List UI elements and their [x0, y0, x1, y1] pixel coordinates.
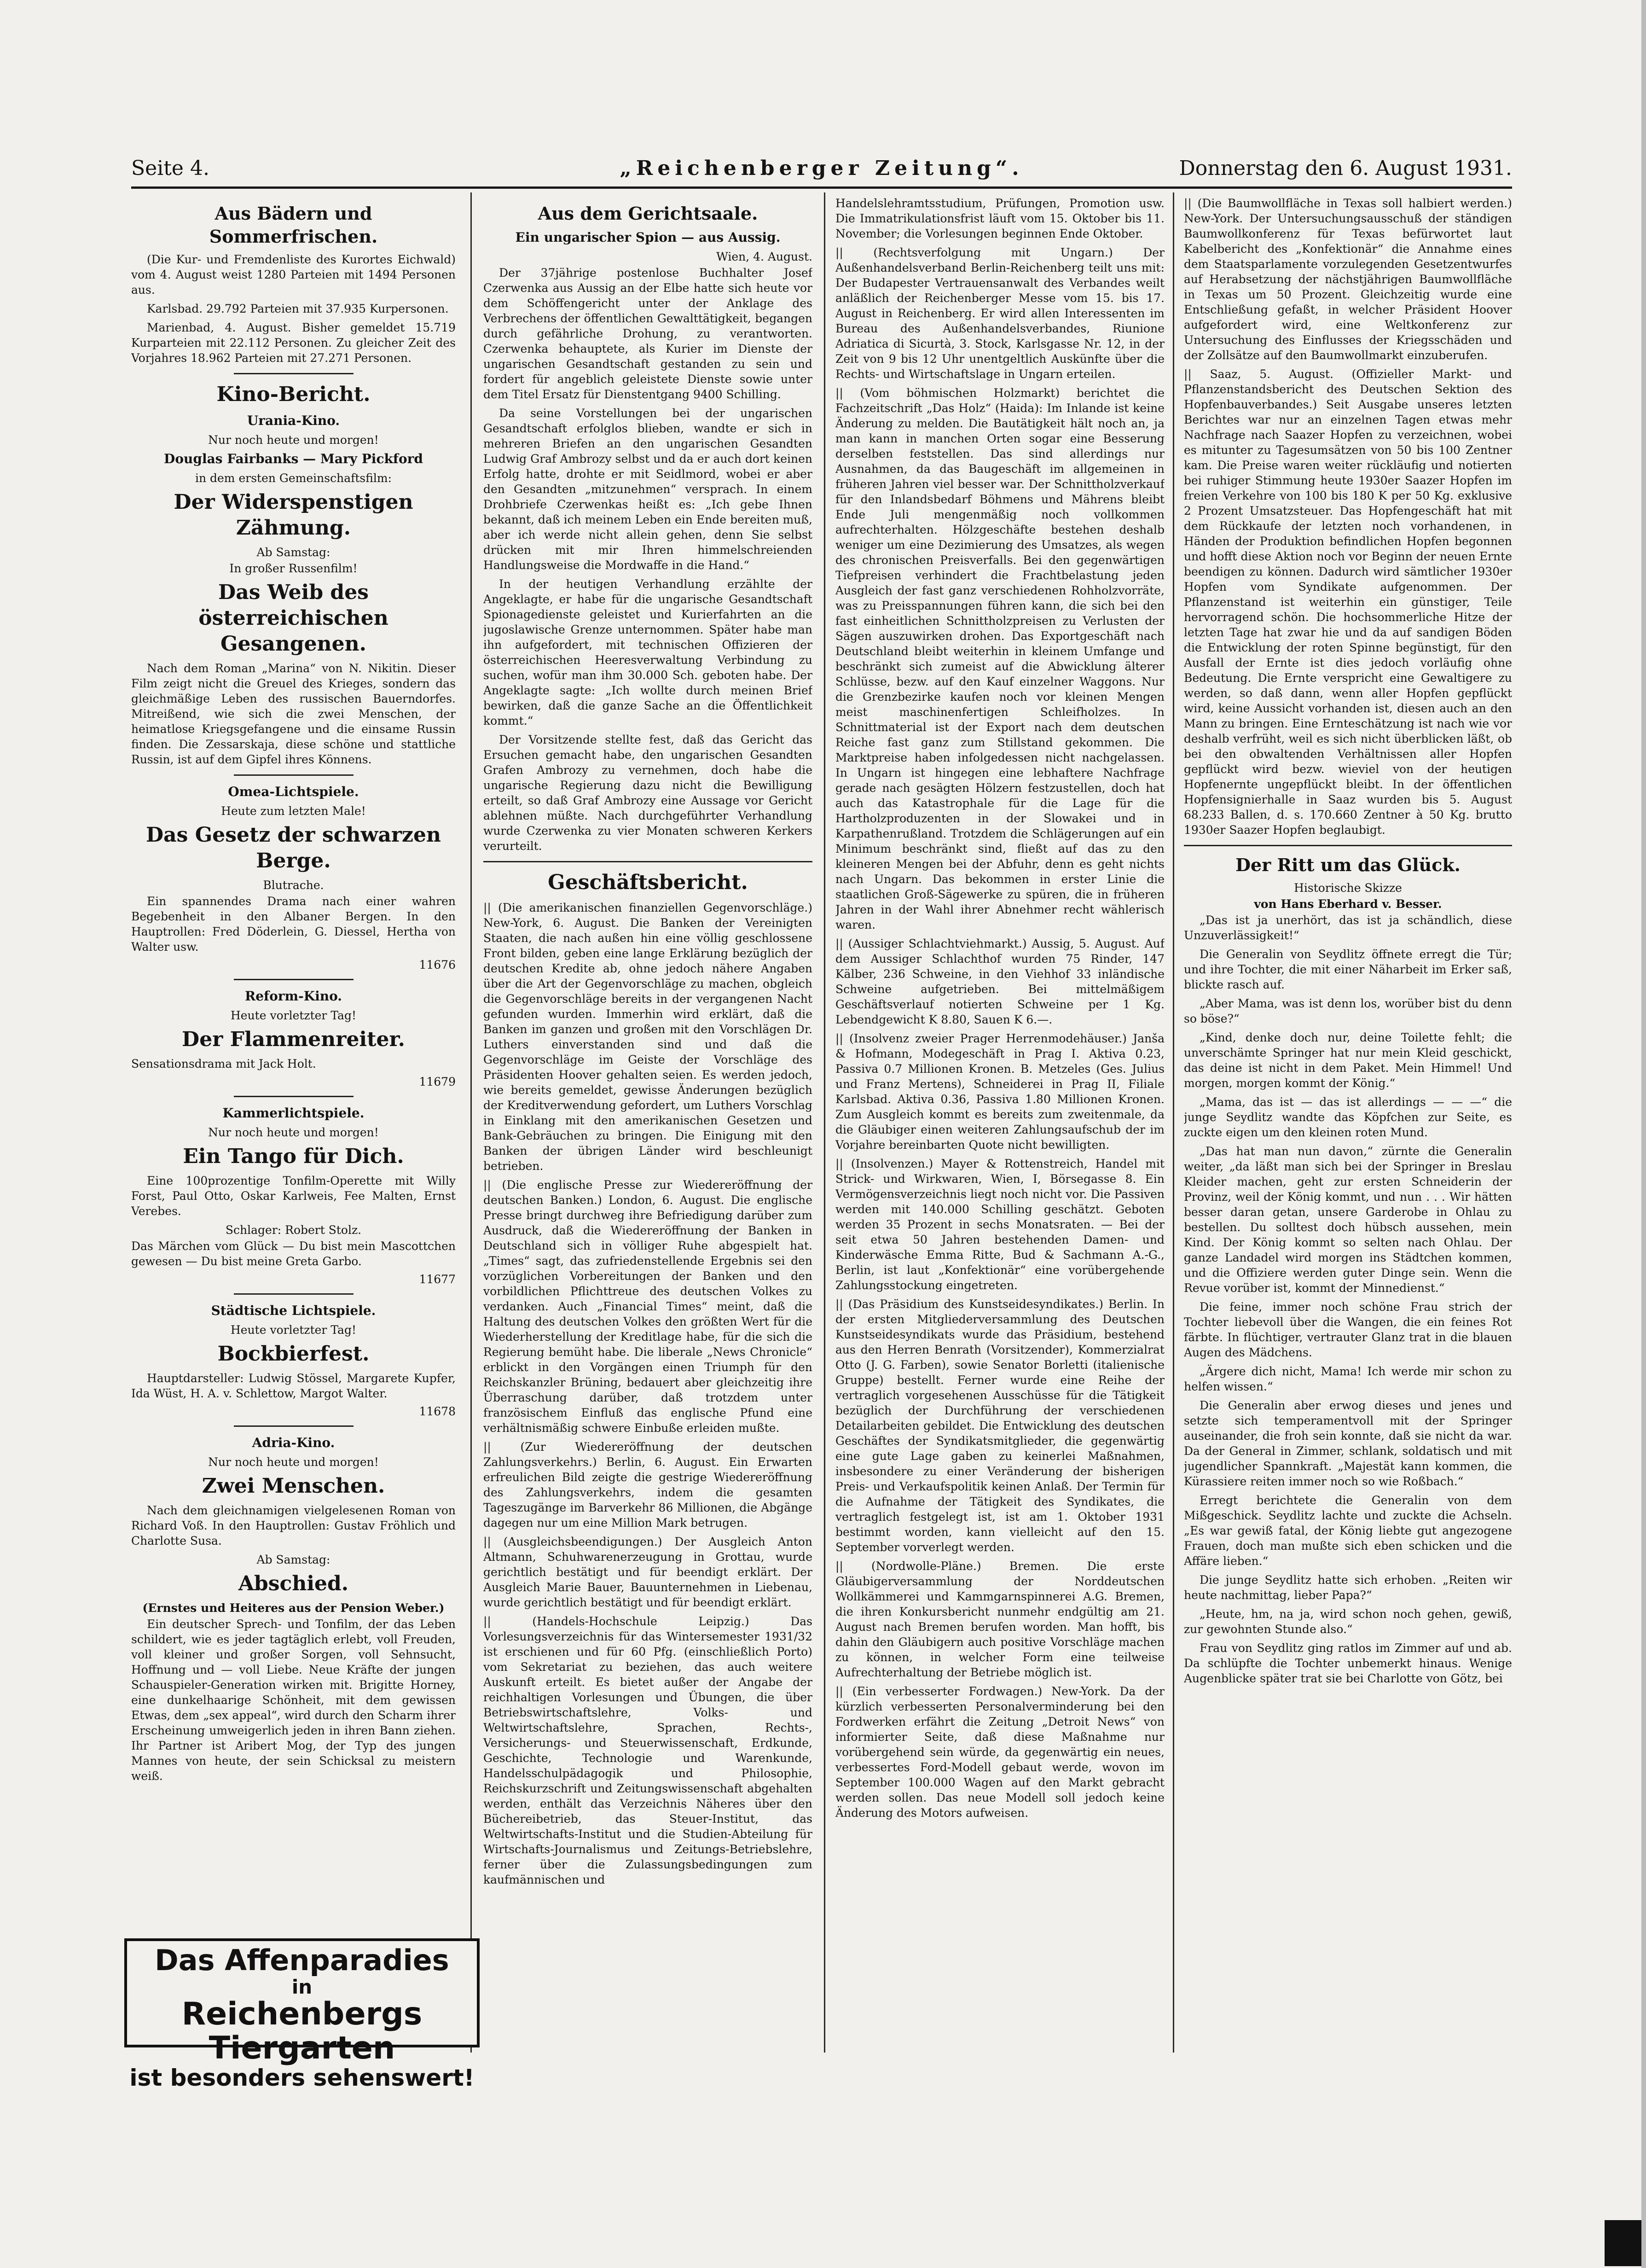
- cinema-note: Nur noch heute und morgen!: [208, 1455, 379, 1469]
- film-title: Der Widerspenstigen Zähmung.: [174, 490, 413, 540]
- column-divider: [1173, 192, 1174, 2053]
- divider: [234, 373, 354, 374]
- paragraph: || (Vom böhmischen Holzmarkt) berichtet die Fachzeitschrift „Das Holz“ (Haida): Im Inlande ist keine Änderung zu melden. Die Bautätigkeit hält noch an, ja man kann in manchen Orten sogar eine Besserung derselben feststellen. Das sind allerdings nur Ausnahmen, da das Baugeschäft im allgemeinen in früheren Jahren viel besser war. Der Schnittholzverkauf für den Inlandsbedarf Böhmens und Mährens bleibt Ende Juli mengenmäßig noch vollkommen aufrechterhalten. Hölzgeschäfte bestehen deshalb weniger um eine Dezimierung des Umsatzes, als wegen des chronischen Preisverfalls. Bei den gegenwärtigen Tiefpreisen verhindert die Frachtbelastung jeden Ausgleich der fast ganz verschiedenen Rohholzvorräte, was zu Preisspannungen führen kann, die sich bei den fast einheitlichen Schnittholzpreisen zu Verlusten der Sägen auszuwirken drohen. Das Exportgeschäft nach Deutschland bleibt weiterhin in kleinem Umfange und beschränkt sich zumeist auf die Abwicklung älterer Schlüsse, bezw. auf den Kauf einzelner Waggons. Nur die Grenzbezirke kaufen noch vor kleinen Mengen meist maschinenfertigen Schleifholzes. In Schnittmaterial ist der Export nach dem deutschen Reiche fast ganz zum Stillstand gekommen. Die Marktpreise haben infolgedessen nicht nachgelassen. In Ungarn ist hingegen eine lebhaftere Nachfrage gerade nach gesägten Hölzern festzustellen, doch hat auch das Katastrophale für die Lage für die Hartholzproduzenten in der Slowakei und in Karpathenrußland. Trotzdem die Schlägerungen auf ein Minimum beschränkt sind, fließt auf das zu den kleineren Mengen bei der Abfuhr, denn es geht nichts nach Ungarn. Das bekommen in erster Linie die staatlichen Groß-Sägewerke zu spüren, die in früheren Jahren in der Wahl ihrer Abnehmer recht wählerisch waren.: [835, 386, 1165, 931]
- paragraph: || (Zur Wiedereröffnung der deutschen Zahlungsverkehrs.) Berlin, 6. August. Ein Erwarten erfreulichen Bild zeigte die gestrige Wiedereröffnung des Zahlungsverkehrs, indem die gesamten Tageszugänge im Barverkehr 86 Millionen, die Abgänge dagegen nur um eine Million Mark betrugen.: [483, 1440, 812, 1529]
- paragraph: Die Generalin aber erwog dieses und jenes und setzte sich temperamentvoll mit der Springer auseinander, die froh sein konnte, daß sie nicht da war. Da der General in Zimmer, schlank, soldatisch und mit jugendlicher Spannkraft. „Majestät kann kommen, die Kürassiere reiten immer noch so wie Roßbach.“: [1184, 1399, 1512, 1488]
- page-header: [131, 157, 1512, 189]
- ad-line: in: [291, 1976, 313, 1998]
- film-note: Ab Samstag:: [256, 1553, 330, 1566]
- cinema-name: Kammerlichtspiele.: [222, 1105, 365, 1121]
- ad-number: 11679: [419, 1075, 456, 1088]
- divider: [234, 1096, 354, 1097]
- paragraph: || (Handels-Hochschule Leipzig.) Das Vorlesungsverzeichnis für das Wintersemester 1931/32 ist erschienen und für 60 Pfg. (einschließlich Porto) vom Sekretariat zu beziehen, das auch weitere Auskunft erteilt. Es bietet außer der Angabe der reichhaltigen Vorlesungen und Übungen, die über Betriebswirtschaftslehre, Volks- und Weltwirtschaftslehre, Sprachen, Rechts-, Versicherungs- und Steuerwissenschaft, Erdkunde, Geschichte, Technologie und Warenkunde, Handelsschulpädagogik und Philosophie, Reichskurzschrift und Zeitungswissenschaft abgehalten werden, enthält das Verzeichnis Näheres über den Büchereibetrieb, das Steuer-Institut, das Weltwirtschafts-Institut und die Studien-Abteilung für Wirtschafts-Journalismus und Zeitungs-Betriebslehre, ferner über die Zulassungsbedingungen zum kaufmännischen und: [483, 1615, 812, 1886]
- paragraph: || (Die Baumwollfläche in Texas soll halbiert werden.) New-York. Der Untersuchungsausschuß der ständigen Baumwollkonferenz für Texas befürwortet laut Kabelbericht des „Konfektionär“ die Annahme eines dem Staatsparlamente vorzulegenden Gesetzentwurfes auf Herabsetzung der nächstjährigen Baumwollfläche in Texas um 50 Prozent. Gleichzeitig wurde eine Entschließung gefaßt, in welcher Präsident Hoover aufgefordert wird, eine Weltkonferenz zur Untersuchung des Einflusses der Kriegsschäden und der Zollsätze auf den Baumwollmarkt einzuberufen.: [1184, 197, 1512, 362]
- film-description: Sensationsdrama mit Jack Holt.: [131, 1057, 316, 1070]
- film-schlager: Schlager: Robert Stolz.: [225, 1223, 362, 1237]
- paragraph: Die Generalin von Seydlitz öffnete erregt die Tür; und ihre Tochter, die mit einer Näharbeit im Erker saß, blickte rasch auf.: [1184, 948, 1512, 991]
- divider: [234, 979, 354, 980]
- divider: [1184, 845, 1512, 846]
- story-author: von Hans Eberhard v. Besser.: [1254, 897, 1442, 911]
- film-intro: in dem ersten Gemeinschaftsfilm:: [195, 471, 392, 485]
- paragraph: Karlsbad. 29.792 Parteien mit 37.935 Kurpersonen.: [147, 302, 449, 315]
- ad-line: ist besonders sehenswert!: [129, 2064, 475, 2091]
- article-title: Ein ungarischer Spion — aus Aussig.: [515, 230, 781, 245]
- film-description: Nach dem gleichnamigen vielgelesenen Roman von Richard Voß. In den Hauptrollen: Gustav Fröhlich und Charlotte Susa.: [131, 1504, 456, 1547]
- paragraph: „Mama, das ist — das ist allerdings — — —“ die junge Seydlitz wandte das Köpfchen zur Seite, es zuckte eigen um den kleinen roten Mund.: [1184, 1095, 1512, 1139]
- paragraph: || (Das Präsidium des Kunstseidesyndikates.) Berlin. In der ersten Mitgliederversammlung des Deutschen Kunstseidesyndikats wurde das Präsidium, bestehend aus den Herren Benrath (Vorsitzender), Kommerzialrat Otto (J. G. Farben), sowie Senator Borletti (italienische Gruppe) bestellt. Ferner wurde eine Reihe der vertraglich vorgesehenen Ausschüsse für die Tätigkeit bezüglich der Durchführung der verschiedenen Detailarbeiten gebildet. Die Entwicklung des deutschen Geschäftes der Syndikatsmitglieder, die gegenwärtig eine gute Lage gaben zu keinerlei Maßnahmen, insbesondere zu einer Veränderung der bisherigen Preis- und Verkaufspolitik keinen Anlaß. Der Termin für die Aufnahme der Tätigkeit des Syndikates, die vertraglich festgelegt ist, ist am 1. Oktober 1931 bestimmt worden, kann vielleicht auf den 15. September vorverlegt werden.: [835, 1297, 1165, 1554]
- story-title: Der Ritt um das Glück.: [1235, 855, 1461, 875]
- divider: [234, 774, 354, 776]
- section-title-geschaeft: Geschäftsbericht.: [548, 871, 748, 894]
- paragraph: Da seine Vorstellungen bei der ungarischen Gesandtschaft erfolglos blieben, wandte er sich in mehreren Briefen an den ungarischen Gesandten Ludwig Graf Ambrozy selbst und da er auch dort keinen Erfolg hatte, drohte er mit Seidlmord, wobei er aber den Gesandten „mitzunehmen“ versprach. In einem Drohbriefe Czerwenkas heißt es: „Ich gebe Ihnen bekannt, daß ich meinem Leben ein Ende bereiten muß, aber ich werde nicht allein gehen, denn Sie selbst drücken mit mir Ihren himmelschreienden Handlungsweise die Mordwaffe in die Hand.“: [483, 407, 812, 572]
- cinema-note: Heute zum letzten Male!: [221, 804, 366, 818]
- scan-edge: [1641, 0, 1646, 2268]
- cinema-note: Heute vorletzter Tag!: [230, 1323, 357, 1337]
- paragraph: || (Die amerikanischen finanziellen Gegenvorschläge.) New-York, 6. August. Die Banken der Vereinigten Staaten, die nach außen hin eine völlig geschlossene Front bilden, geben eine lange Erklärung bezüglich der deutschen Kredite ab, ohne jedoch nähere Angaben über die Art der Gegenvorschläge zu machen, obgleich die Gegenvorschläge bereits in der vergangenen Nacht gefunden wurden. Immerhin wird erklärt, daß die Banken im ganzen und großen mit den Vorschlägen Dr. Luthers einverstanden sind und daß die Gegenvorschläge im Geiste der Vorschläge des Präsidenten Hoover gehalten seien. Es werden jedoch, wie bereits gemeldet, gewisse Änderungen bezüglich der Kreditverwendung gefordert, um Luthers Vorschlag in Einklang mit den amerikanischen Gesetzen und Bank-Gebräuchen zu bringen. Die Einigung mit den Banken der übrigen Länder wird beschleunigt betrieben.: [483, 901, 812, 1173]
- column-divider: [824, 192, 825, 2053]
- column-4: [1184, 196, 1512, 2056]
- ad-number: 11678: [419, 1405, 456, 1418]
- paragraph: || (Insolvenzen.) Mayer & Rottenstreich, Handel mit Strick- und Wirkwaren, Wien, I, Börsegasse 8. Ein Vermögensverzeichnis liegt noch nicht vor. Die Passiven werden mit 140.000 Schilling geschätzt. Geboten werden 35 Prozent in sechs Monatsraten. — Bei der seit etwa 50 Jahren bestehenden Damen- und Kinderwäsche Emma Ritte, Bud & Sachmann A.-G., Berlin, ist laut „Konfektionär“ eine vorübergehende Zahlungsstockung eingetreten.: [835, 1157, 1165, 1292]
- cinema-name: Omea-Lichtspiele.: [228, 784, 359, 799]
- divider: [483, 861, 812, 862]
- section-title-baeder: Aus Bädern und Sommerfrischen.: [209, 203, 378, 247]
- paragraph: || Saaz, 5. August. (Offizieller Markt- und Pflanzenstandsbericht des Deutschen Sektion des Hopfenbauverbandes.) Seit Ausgabe unseres letzten Berichtes war nur an einzelnen Tagen etwas mehr Nachfrage nach Saazer Hopfen zu verzeichnen, wobei es mitunter zu Tagesumsätzen von 50 bis 100 Zentner kam. Die Preise waren weiter rückläufig und notierten bei ruhiger Stimmung heute 1930er Saazer Hopfen im freien Verkehre von 100 bis 180 K per 50 Kg. exklusive 2 Prozent Umsatzsteuer. Das Hopfengeschäft hat mit dem Rückkaufe der letzten noch vorhandenen, in Händen der Produktion befindlichen Hopfen begonnen und hofft diese Aktion noch vor Beginn der neuen Ernte beendigen zu können. Dadurch wird sämtlicher 1930er Hopfen vom Syndikate aufgenommen. Der Pflanzenstand ist weiterhin ein günstiger, Teile hervorragend schön. Die hochsommerliche Hitze der letzten Tage hat zwar hie und da auf sandigen Böden die Entwicklung der roten Spinne begünstigt, für den Ausfall der Ernte ist dies jedoch vorläufig ohne Bedeutung. Die Ernte verspricht eine Gewaltigere zu werden, so daß dann, wenn aller Hopfen gepflückt wird, keine Aussicht vorhanden ist, diesen auch an den Mann zu bringen. Eine Ernteschätzung ist nach wie vor deshalb verfrüht, weil es sich nicht überblicken läßt, ob bei den obwaltenden Verhältnissen aller Hopfen gepflückt wird bezw. wieviel von der heutigen Hopfenernte ungepflückt bleibt. In der öffentlichen Hopfensignierhalle in Saaz wurden bis 5. August 68.233 Ballen, d. s. 170.660 Zentner à 50 Kg. brutto 1930er Saazer Hopfen beglaubigt.: [1184, 367, 1512, 837]
- film-title: Bockbierfest.: [217, 1342, 370, 1366]
- cinema-note: Nur noch heute und morgen!: [208, 1126, 379, 1139]
- scan-mark: [1605, 2220, 1645, 2266]
- cinema-name: Reform-Kino.: [244, 989, 342, 1004]
- cinema-note: Heute vorletzter Tag!: [230, 1009, 357, 1022]
- paragraph: || (Insolvenz zweier Prager Herrenmodehäuser.) Janša & Hofmann, Modegeschäft in Prag I. Aktiva 0.23, Passiva 0.7 Millionen Kronen. B. Metzeles (Ges. Julius und Franz Mertens), Schneiderei in Prag II, Filiale Karlsbad. Aktiva 0.36, Passiva 1.80 Millionen Kronen. Zum Ausgleich kommt es bereits zum zweitenmale, da die Gläubiger einen weiteren Zahlungsaufschub der im Vorjahre bereinbarten Quote nicht bewilligten.: [835, 1032, 1165, 1151]
- film-title: Das Gesetz der schwarzen Berge.: [145, 823, 441, 872]
- cinema-name: Urania-Kino.: [247, 413, 340, 428]
- column-1: [131, 196, 456, 2056]
- page-number: Seite 4.: [131, 157, 209, 180]
- column-divider: [470, 192, 472, 2053]
- paragraph: Marienbad, 4. August. Bisher gemeldet 15.719 Kurparteien mit 22.112 Personen. Zu gleicher Zeit des Vorjahres 18.962 Parteien mit 27.271 Personen.: [131, 321, 456, 365]
- film-title: Abschied.: [238, 1572, 349, 1595]
- divider: [234, 1425, 354, 1427]
- paragraph: Der 37jährige postenlose Buchhalter Josef Czerwenka aus Aussig an der Elbe hatte sich heute vor dem Schöffengericht unter der Anklage des Verbrechens der öffentlichen Gewalttätigkeit, begangen durch gefährliche Drohung, zu verantworten. Czerwenka behauptete, als Kurier im Dienste der ungarischen Gesandtschaft gestanden zu sein und fordert für angeblich geleistete Dienste sowie unter dem Titel Ersatz für Dienstentgang 9400 Schilling.: [483, 266, 812, 401]
- film-stars: Douglas Fairbanks — Mary Pickford: [164, 451, 423, 466]
- film-note: In großer Russenfilm!: [229, 562, 358, 575]
- ad-line: Das Affenparadies: [155, 1943, 449, 1977]
- paragraph: || (Nordwolle-Pläne.) Bremen. Die erste Gläubigerversammlung der Norddeutschen Wollkämmerei und Kammgarnspinnerei A.G. Bremen, die ihren Konkursbericht nunmehr endgültig am 21. August nach Bremen berufen worden. Man hofft, bis dahin den Gläubigern auch positive Vorschläge machen zu können, in welcher Form eine teilweise Aufrechterhaltung der Betriebe möglich ist.: [835, 1559, 1165, 1679]
- film-description: Das Märchen vom Glück — Du bist mein Mascottchen gewesen — Du bist meine Greta Garbo.: [131, 1239, 456, 1268]
- paragraph: In der heutigen Verhandlung erzählte der Angeklagte, er habe für die ungarische Gesandtschaft Spionagedienste geleistet und Kurierfahrten an die jugoslawische Grenze unternommen. Später habe man ihn aufgefordert, mit technischen Offizieren der österreichischen Heeresverwaltung Verbindung zu suchen, wofür man ihm 30.000 Sch. geboten habe. Der Angeklagte sagte: „Ich wollte durch meinen Brief bewirken, daß die ganze Sache an die Öffentlichkeit kommt.“: [483, 577, 812, 727]
- paragraph: „Das hat man nun davon,“ zürnte die Generalin weiter, „da läßt man sich bei der Springer in Breslau Kleider machen, geht zur ersten Schneiderin der Provinz, weil der König kommt, und nun . . . Wir hätten besser daran getan, unsere Garderobe in Ohlau zu bestellen. Du solltest doch hübsch aussehen, mein Kind. Der König kommt so selten nach Ohlau. Der ganze Landadel wird morgen ins Städtchen kommen, und die Offiziere werden guter Dinge sein. Wenn die Revue vorüber ist, kommt der Minnedienst.“: [1184, 1145, 1512, 1295]
- film-title: Der Flammenreiter.: [182, 1028, 405, 1051]
- film-description: Nach dem Roman „Marina“ von N. Nikitin. Dieser Film zeigt nicht die Greuel des Krieges, sondern das gleichmäßige Leben des russischen Bauerndorfes. Mitreißend, wie sich die zwei Menschen, der heimatlose Kriegsgefangene und die einsame Russin finden. Die Zessarskaja, diese schöne und stattliche Russin, ist auf dem Gipfel ihres Könnens.: [131, 662, 456, 766]
- ad-line: Reichenbergs Tiergarten: [181, 1996, 423, 2066]
- cinema-note: Nur noch heute und morgen!: [208, 433, 379, 447]
- paragraph: „Das ist ja unerhört, das ist ja schändlich, diese Unzuverlässigkeit!“: [1184, 913, 1512, 942]
- film-description: Ein spannendes Drama nach einer wahren Begebenheit in den Albaner Bergen. In den Hauptrollen: Fred Döderlein, G. Diessel, Hertha von Walter usw.: [131, 895, 456, 954]
- film-title: Zwei Menschen.: [202, 1474, 385, 1498]
- paragraph: Der Vorsitzende stellte fest, daß das Gericht das Ersuchen gemacht habe, den ungarischen Gesandten Grafen Ambrozy zu vernehmen, doch habe die ungarische Regierung dazu nicht die Bewilligung erteilt, so daß Graf Ambrozy eine Aussage vor Gericht ablehnen müßte. Nach durchgeführter Verhandlung wurde Czerwenka zu vier Monaten schweren Kerkers verurteilt.: [483, 733, 812, 853]
- paragraph: || (Die englische Presse zur Wiedereröffnung der deutschen Banken.) London, 6. August. Die englische Presse bringt durchweg ihre Befriedigung darüber zum Ausdruck, daß die Wiedereröffnung der Banken in Deutschland sich in völliger Ruhe abgespielt hat. „Times“ sagt, das zufriedenstellende Ergebnis sei den vorzüglichen Vorbereitungen der Banken und den vorbildlichen Pflichttreue des deutschen Volkes zu verdanken. Auch „Financial Times“ meint, daß die Haltung des deutschen Volkes den größten Wert für die Wiederherstellung der Kreditlage habe, für die sich die Regierung bemüht habe. Die liberale „News Chronicle“ erblickt in den Vorgängen einen Triumph für den Reichskanzler Brüning, bedauert aber gleichzeitig ihre Überraschung darüber, daß trotzdem unter französischem Einfluß das englische Pfund eine verhältnismäßig schwere Einbuße erleiden mußte.: [483, 1178, 812, 1435]
- paragraph: || (Ausgleichsbeendigungen.) Der Ausgleich Anton Altmann, Schuhwarenerzeugung in Grottau, wurde gerichtlich bestätigt und für beendigt erklärt. Der Ausgleich Marie Bauer, Bauunternehmen in Liebenau, wurde gerichtlich bestätigt und für beendigt erklärt.: [483, 1535, 812, 1609]
- ad-number: 11677: [419, 1273, 456, 1286]
- paragraph: „Ärgere dich nicht, Mama! Ich werde mir schon zu helfen wissen.“: [1184, 1365, 1512, 1393]
- film-note: Ab Samstag:: [256, 546, 330, 559]
- ad-number: 11676: [419, 958, 456, 971]
- paragraph: || (Ein verbesserter Fordwagen.) New-York. Da der kürzlich verbesserten Personalverminderung bei den Fordwerken erfährt die Zeitung „Detroit News“ von informierter Seite, daß diese Maßnahme nur vorübergehend sein würde, da gegenwärtig ein neues, verbessertes Ford-Modell gebaut werde, wovon im September 100.000 Wagen auf den Markt gebracht werden sollen. Das neue Modell soll jedoch keine Änderung des Motors aufweisen.: [835, 1685, 1165, 1820]
- story-subtitle: Historische Skizze: [1294, 881, 1402, 895]
- film-subtitle: (Ernstes und Heiteres aus der Pension Weber.): [142, 1601, 445, 1615]
- column-3: [835, 196, 1165, 2056]
- film-description: Ein deutscher Sprech- und Tonfilm, der das Leben schildert, wie es jeder tagtäglich erlebt, voll Freuden, voll kleiner und großer Sorgen, voll Sehnsucht, Hoffnung und — voll Liebe. Neue Kräfte der jungen Schauspieler-Generation wirken mit. Brigitte Horney, eine dunkelhaarige Schönheit, mit dem gewissen Etwas, dem „sex appeal“, wird durch den Scharm ihrer Erscheinung umweigerlich jeden in ihren Bann ziehen. Ihr Partner ist Aribert Mog, der Typ des jungen Mannes von heute, der sein Schicksal zu meistern weiß.: [131, 1617, 456, 1783]
- paragraph: Die feine, immer noch schöne Frau strich der Tochter liebevoll über die Wangen, die ein feines Rot färbte. In flüchtiger, vertrauter Glanz trat in die blauen Augen des Mädchens.: [1184, 1300, 1512, 1359]
- paragraph: „Heute, hm, na ja, wird schon noch gehen, gewiß, zur gewohnten Stunde also.“: [1184, 1607, 1512, 1636]
- tiergarten-advertisement: [124, 1938, 480, 2091]
- paragraph: Handelslehramtsstudium, Prüfungen, Promotion usw. Die Immatrikulationsfrist läuft vom 15. Oktober bis 11. November; die Vorlesungen beginnen Ende Oktober.: [835, 197, 1165, 240]
- paragraph: || (Aussiger Schlachtviehmarkt.) Aussig, 5. August. Auf dem Aussiger Schlachthof wurden 75 Rinder, 147 Kälber, 236 Schweine, in den Viehhof 33 inländische Schweine aufgetrieben. Bei mittelmäßigem Geschäftsverlauf notierten Schweine per 1 Kg. Lebendgewicht K 8.80, Sauen K 6.—.: [835, 937, 1165, 1026]
- issue-date: Donnerstag den 6. August 1931.: [1179, 157, 1512, 180]
- paragraph: „Aber Mama, was ist denn los, worüber bist du denn so böse?“: [1184, 997, 1512, 1025]
- film-title: Das Weib des österreichischen Gesangenen.: [198, 581, 388, 656]
- film-description: Hauptdarsteller: Ludwig Stössel, Margarete Kupfer, Ida Wüst, H. A. v. Schlettow, Margot Walter.: [131, 1372, 456, 1400]
- section-title-kino: Kino-Bericht.: [216, 383, 371, 406]
- cinema-name: Adria-Kino.: [252, 1435, 335, 1450]
- paragraph: || (Rechtsverfolgung mit Ungarn.) Der Außenhandelsverband Berlin-Reichenberg teilt uns mit: Der Budapester Vertrauensanwalt des Verbandes weilt anläßlich der Reichenberger Messe vom 15. bis 17. August in Reichenberg. Er wird allen Interessenten im Bureau des Außenhandelsverbandes, Riunione Adriatica di Sicurtà, 3. Stock, Karlsgasse Nr. 12, in der Zeit von 9 bis 12 Uhr unentgeltlich Auskünfte über die Rechts- und Wirtschaftslage in Ungarn erteilen.: [835, 246, 1165, 381]
- paragraph: Erregt berichtete die Generalin von dem Mißgeschick. Seydlitz lachte und zuckte die Achseln. „Es war gewiß fatal, der König liebte gut angezogene Frauen, doch man mußte sich eben schicken und die Affäre lieben.“: [1184, 1494, 1512, 1568]
- dateline: Wien, 4. August.: [716, 250, 812, 263]
- film-description: Eine 100prozentige Tonfilm-Operette mit Willy Forst, Paul Otto, Oskar Karlweis, Fee Malten, Ernst Verebes.: [131, 1174, 456, 1218]
- newspaper-title: „Reichenberger Zeitung“.: [620, 157, 1024, 180]
- header-rule: [131, 186, 1512, 189]
- section-title-gericht: Aus dem Gerichtsaale.: [538, 203, 758, 224]
- divider: [234, 1293, 354, 1295]
- paragraph: Die junge Seydlitz hatte sich erhoben. „Reiten wir heute nachmittag, lieber Papa?“: [1184, 1573, 1512, 1602]
- paragraph: Frau von Seydlitz ging ratlos im Zimmer auf und ab. Da schlüpfte die Tochter unbemerkt hinaus. Wenige Augenblicke später trat sie bei Charlotte von Götz, bei: [1184, 1641, 1512, 1685]
- cinema-name: Städtische Lichtspiele.: [211, 1303, 376, 1318]
- film-title: Ein Tango für Dich.: [183, 1145, 404, 1168]
- paragraph: (Die Kur- und Fremdenliste des Kurortes Eichwald) vom 4. August weist 1280 Parteien mit 1494 Personen aus.: [131, 253, 456, 297]
- column-2: [483, 196, 812, 2056]
- paragraph: „Kind, denke doch nur, deine Toilette fehlt; die unverschämte Springer hat nur mein Kleid geschickt, das deine ist nicht in dem Paket. Mein Himmel! Und morgen, morgen kommt der König.“: [1184, 1031, 1512, 1090]
- film-subtitle: Blutrache.: [263, 878, 324, 892]
